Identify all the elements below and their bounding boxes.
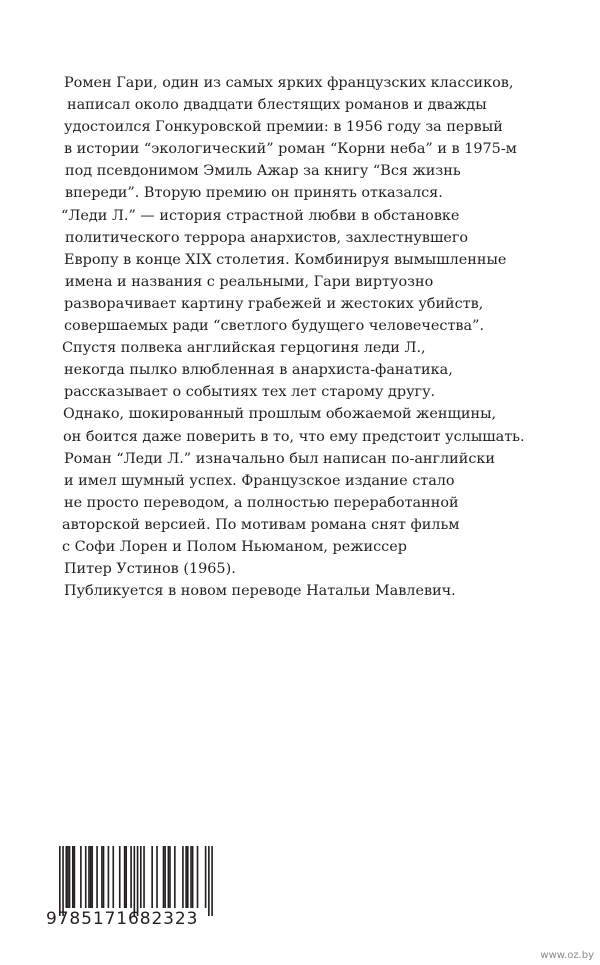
barcode-guard-bar <box>137 846 139 916</box>
description-line: разворачивает картину грабежей и жестоких убийств, <box>64 295 484 312</box>
isbn-barcode <box>46 846 216 936</box>
barcode-bar <box>190 846 192 908</box>
barcode-bar <box>67 846 69 908</box>
barcode-bar <box>185 846 187 908</box>
barcode-guard-bar <box>62 846 64 916</box>
description-line: написал около двадцати блестящих романов и дважды <box>67 97 487 114</box>
description-line: “Леди Л.” — история страстной любви в обстановке <box>61 207 460 224</box>
barcode-bar <box>187 846 189 908</box>
barcode-bar <box>124 846 126 908</box>
barcode-bar <box>192 846 194 908</box>
description-line: Роман “Леди Л.” изначально был написан по-английски <box>64 450 496 467</box>
description-line: в истории “экологический” роман “Корни неба” и в 1975-м <box>64 141 517 158</box>
barcode-bar <box>72 846 74 908</box>
isbn-number: 9785171682323 <box>46 909 199 929</box>
description-line: Европу в конце XIX столетия. Комбинируя вымышленные <box>64 251 507 268</box>
barcode-guard-bar <box>134 846 136 916</box>
watermark: www.oz.by <box>540 950 594 961</box>
barcode-bar <box>163 846 165 908</box>
barcode-bar <box>101 846 103 908</box>
description-line: политического террора анархистов, захлестнувшего <box>65 229 469 246</box>
description-line: некогда пылко влюбленная в анархиста-фанатика, <box>64 362 453 379</box>
description-line: и имел шумный успех. Французское издание стало <box>64 472 455 489</box>
barcode-bar <box>168 846 170 908</box>
description-line: имена и названия с реальными, Гари виртуозно <box>65 273 434 290</box>
description-line: Ромен Гари, один из самых ярких французских классиков, <box>64 75 514 91</box>
description-line: Питер Устинов (1965). <box>64 561 236 578</box>
description-line: Спустя полвека английская герцогиня леди Л., <box>62 340 426 357</box>
barcode-bar <box>156 846 158 908</box>
barcode-bar <box>65 846 67 908</box>
barcode-bar <box>169 846 171 908</box>
barcode-bar <box>108 846 110 908</box>
barcode-bar <box>103 846 105 908</box>
barcode-guard-bar <box>208 846 210 916</box>
description-line: под псевдонимом Эмиль Ажар за книгу “Вся жизнь <box>65 163 461 180</box>
description-line: впереди”. Вторую премию он принять отказался. <box>65 185 443 202</box>
description-line: авторской версией. По мотивам романа снят фильм <box>62 516 460 533</box>
barcode-bar <box>140 846 142 908</box>
barcode-bar <box>90 846 92 908</box>
barcode-bars <box>46 846 216 918</box>
barcode-bar <box>119 846 121 908</box>
barcode-bar <box>88 846 90 908</box>
barcode-bar <box>130 846 132 908</box>
description-line: рассказывает о событиях тех лет старому другу. <box>64 384 436 401</box>
barcode-bar <box>69 846 71 908</box>
barcode-bar <box>164 846 166 908</box>
barcode-bar <box>151 846 153 908</box>
book-description <box>0 72 600 602</box>
description-line: не просто переводом, а полностью переработанной <box>64 494 459 511</box>
barcode-guard-bar <box>59 846 61 916</box>
barcode-bar <box>80 846 82 908</box>
description-line: он боится даже поверить в то, что ему предстоит услышать. <box>63 428 525 445</box>
description-line: удостоился Гонкуровской премии: в 1956 году за первый <box>64 119 503 136</box>
description-line: с Софи Лорен и Полом Ньюманом, режиссер <box>62 538 407 555</box>
barcode-bar <box>143 846 145 908</box>
barcode-bar <box>96 846 98 908</box>
barcode-bar <box>85 846 87 908</box>
barcode-bar <box>91 846 93 908</box>
barcode-bar <box>112 846 114 908</box>
barcode-bar <box>182 846 184 908</box>
barcode-bar <box>74 846 76 908</box>
description-line: совершаемых ради “светлого будущего человечества”. <box>64 318 485 335</box>
description-line: Публикуется в новом переводе Натальи Мавлевич. <box>64 583 456 600</box>
barcode-bar <box>205 846 207 908</box>
barcode-bar <box>125 846 127 908</box>
barcode-bar <box>197 846 199 908</box>
barcode-bar <box>174 846 176 908</box>
barcode-guard-bar <box>211 846 213 916</box>
description-line: Однако, шокированный прошлым обожаемой женщины, <box>63 406 497 423</box>
